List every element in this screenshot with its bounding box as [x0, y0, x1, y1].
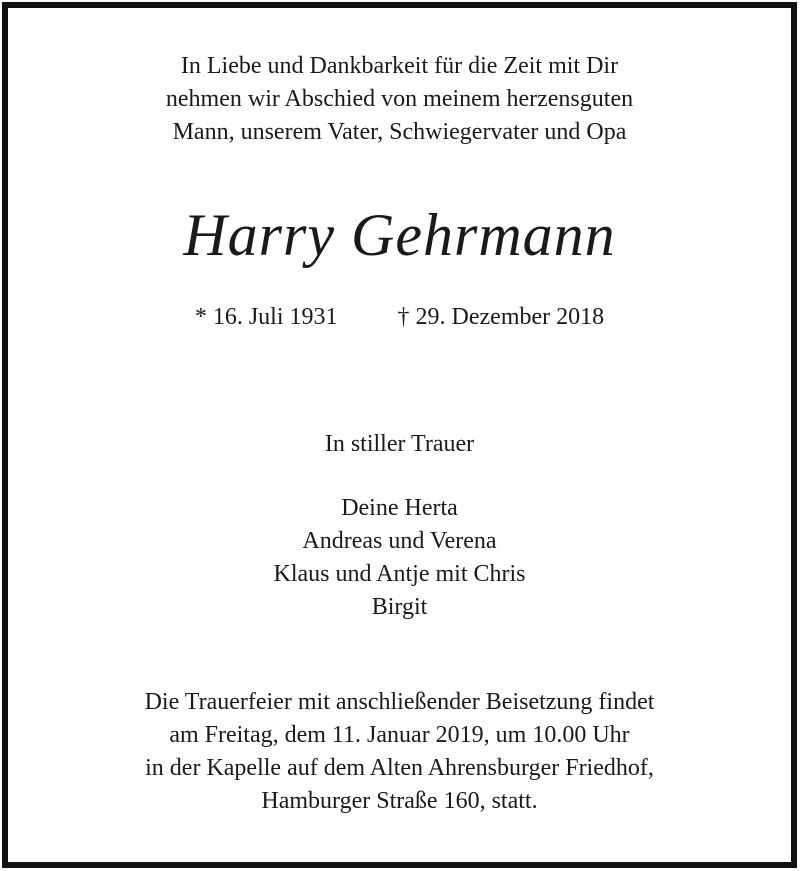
death-date: † 29. Dezember 2018 [397, 304, 605, 330]
birth-date: * 16. Juli 1931 [194, 304, 338, 330]
ceremony-line: Hamburger Straße 160, statt. [261, 788, 538, 814]
obituary-frame [2, 2, 797, 868]
mourner-name: Andreas und Verena [302, 528, 497, 554]
intro-line: In Liebe und Dankbarkeit für die Zeit mit Dir [180, 53, 619, 79]
ceremony-line: am Freitag, dem 11. Januar 2019, um 10.00 Uhr [169, 722, 630, 748]
ceremony-text [8, 686, 791, 818]
obituary-content [8, 8, 791, 862]
life-dates [8, 302, 791, 332]
intro-text [8, 50, 791, 149]
mourner-name: Deine Herta [341, 495, 458, 521]
mourning-heading: In stiller Trauer [324, 431, 475, 457]
mourner-name: Birgit [371, 594, 428, 620]
intro-line: Mann, unserem Vater, Schwiegervater und Opa [172, 119, 627, 145]
intro-line: nehmen wir Abschied von meinem herzensguten [165, 86, 634, 112]
deceased-name: Harry Gehrmann [183, 202, 616, 268]
ceremony-line: Die Trauerfeier mit anschließender Beisetzung findet [144, 689, 655, 715]
ceremony-line: in der Kapelle auf dem Alten Ahrensburger Friedhof, [145, 755, 654, 781]
mourners-list [8, 492, 791, 624]
mourner-name: Klaus und Antje mit Chris [273, 561, 526, 587]
